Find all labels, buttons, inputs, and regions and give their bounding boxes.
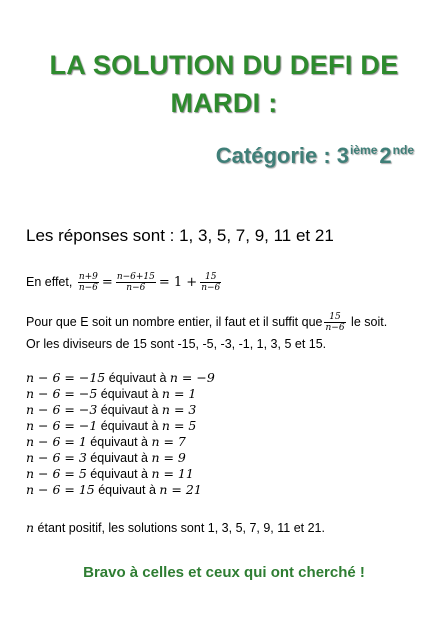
category-level-2-sup: nde — [392, 143, 414, 157]
conclusion-text: étant positif, les solutions sont 1, 3, 5, 7, 9, 11 et 21. — [34, 521, 325, 535]
equivalence-left: n − 6 = 15 — [26, 482, 95, 497]
equivalence-left: n − 6 = −15 — [26, 370, 106, 385]
fraction-2 — [116, 272, 156, 293]
equivalence-row — [26, 466, 194, 482]
equivalence-row — [26, 418, 196, 434]
equals-1: = — [101, 274, 113, 290]
equivalence-mid: équivaut à — [86, 467, 152, 481]
equals-2: = 1 + — [158, 274, 198, 290]
fraction-3 — [200, 272, 221, 293]
fraction-3-den: n−6 — [201, 283, 221, 293]
equivalence-left: n − 6 = −3 — [26, 402, 98, 417]
equivalence-left: n − 6 = −5 — [26, 386, 98, 401]
equivalence-mid: équivaut à — [86, 451, 152, 465]
condition-fraction — [324, 312, 345, 333]
equivalence-mid: équivaut à — [97, 403, 162, 417]
equivalence-row — [26, 386, 196, 402]
condition-after: le soit. — [347, 314, 388, 329]
equivalence-left: n − 6 = −1 — [26, 418, 98, 433]
title-line-1: LA SOLUTION DU DEFI DE — [49, 50, 399, 80]
category-label: Catégorie : — [215, 143, 337, 168]
condition-fraction-num: 15 — [324, 312, 345, 323]
condition-before: Pour que E soit un nombre entier, il faut et il suffit que — [26, 314, 323, 329]
equivalence-right: n = 11 — [151, 466, 194, 481]
equivalence-right: n = 5 — [161, 418, 197, 433]
equivalence-row — [26, 450, 186, 466]
category-level-1-sup: ième — [350, 143, 378, 157]
equivalence-row — [26, 434, 186, 450]
equivalence-row — [26, 402, 196, 418]
divisors-line: Or les diviseurs de 15 sont -15, -5, -3, -1, 1, 3, 5 et 15. — [26, 337, 327, 351]
equivalence-right: n = 9 — [151, 450, 186, 465]
category-level-1: 3 — [336, 143, 350, 168]
equivalence-right: n = −9 — [169, 370, 215, 385]
equivalence-right: n = 7 — [151, 434, 186, 449]
conclusion-variable: n — [26, 520, 35, 535]
fraction-2-num: n−6+15 — [116, 272, 155, 282]
equivalence-left: n − 6 = 1 — [26, 434, 87, 449]
equivalence-row — [26, 370, 215, 386]
equivalence-row — [26, 482, 202, 498]
equivalence-right: n = 3 — [161, 402, 197, 417]
fraction-1-num: n+9 — [78, 272, 98, 282]
fraction-3-num: 15 — [200, 272, 221, 283]
equivalence-right: n = 21 — [159, 482, 202, 497]
equivalence-mid: équivaut à — [97, 387, 162, 401]
equivalence-mid: équivaut à — [97, 419, 162, 433]
condition-line — [26, 312, 387, 333]
answers-statement: Les réponses sont : 1, 3, 5, 7, 9, 11 et 21 — [26, 226, 334, 245]
equivalence-mid: équivaut à — [94, 483, 160, 497]
equivalence-mid: équivaut à — [105, 371, 170, 385]
equivalence-left: n − 6 = 5 — [26, 466, 87, 481]
fraction-2-den: n−6 — [126, 283, 146, 293]
fraction-1-den: n−6 — [78, 283, 98, 293]
condition-fraction-den: n−6 — [325, 323, 345, 333]
equivalence-left: n − 6 = 3 — [26, 450, 87, 465]
title-line-2: MARDI : — [170, 88, 278, 118]
fraction-1 — [78, 272, 99, 293]
conclusion-line — [26, 520, 325, 535]
equivalence-right: n = 1 — [161, 386, 197, 401]
bravo-message: Bravo à celles et ceux qui ont cherché ! — [83, 564, 365, 581]
proof-intro: En effet, — [26, 274, 73, 289]
category-level-2: 2 — [379, 143, 392, 168]
proof-line — [26, 272, 223, 293]
equivalence-mid: équivaut à — [86, 435, 152, 449]
category-heading — [216, 143, 414, 169]
